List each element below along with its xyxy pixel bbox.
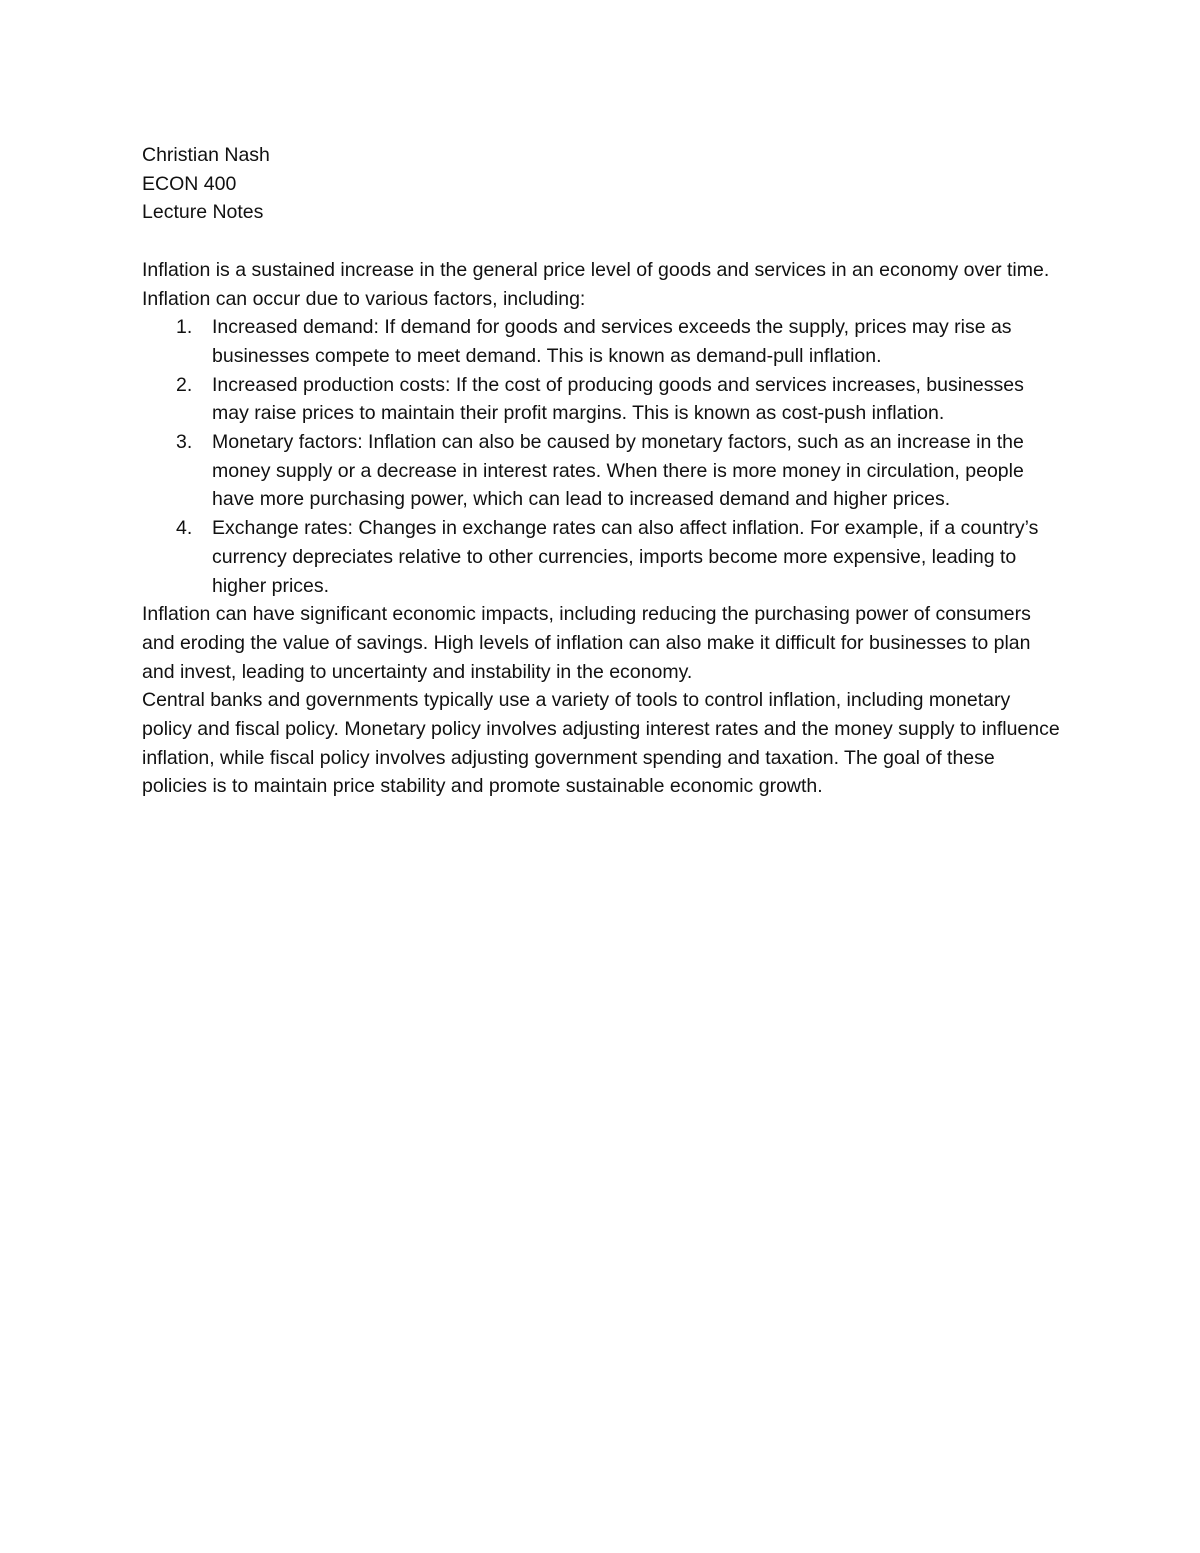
blank-line xyxy=(142,227,1060,256)
list-item-text: Exchange rates: Changes in exchange rates can also affect inflation. For example, if a country’s currency depreciates relative to other currencies, imports become more expensive, leading to higher prices. xyxy=(212,517,1039,597)
document-page xyxy=(142,141,1060,801)
policy-paragraph: Central banks and governments typically use a variety of tools to control inflation, including monetary policy and fiscal policy. Monetary policy involves adjusting interest rates and the money supply to influence inflation, while fiscal policy involves adjusting government spending and taxation. The goal of these policies is to maintain price stability and promote sustainable economic growth. xyxy=(142,689,1060,798)
course-code: ECON 400 xyxy=(142,172,237,195)
intro-paragraph: Inflation is a sustained increase in the general price level of goods and services in an economy over time. Inflation can occur due to various factors, including: xyxy=(142,258,1050,310)
list-item-number: 4. xyxy=(176,517,193,540)
list-item-number: 1. xyxy=(176,316,193,339)
list-item xyxy=(142,514,1060,600)
list-item-text: Increased demand: If demand for goods and services exceeds the supply, prices may rise as businesses compete to meet demand. This is known as demand-pull inflation. xyxy=(212,316,1012,367)
list-item-text: Increased production costs: If the cost of producing goods and services increases, businesses may raise prices to maintain their profit margins. This is known as cost-push inflation. xyxy=(212,373,1024,425)
list-item xyxy=(142,428,1060,514)
list-item-text: Monetary factors: Inflation can also be caused by monetary factors, such as an increase in the money supply or a decrease in interest rates. When there is more money in circulation, people have more purchasing power, which can lead to increased demand and higher prices. xyxy=(212,431,1024,511)
list-item xyxy=(142,371,1060,428)
list-item-number: 3. xyxy=(176,431,193,454)
list-item xyxy=(142,313,1060,370)
document-type: Lecture Notes xyxy=(142,201,264,224)
factors-list xyxy=(142,313,1060,600)
list-item-number: 2. xyxy=(176,373,193,396)
author-name: Christian Nash xyxy=(142,144,270,166)
impacts-paragraph: Inflation can have significant economic impacts, including reducing the purchasing power of consumers and eroding the value of savings. High levels of inflation can also make it difficult for businesses to plan and invest, leading to uncertainty and instability in the economy. xyxy=(142,603,1031,683)
